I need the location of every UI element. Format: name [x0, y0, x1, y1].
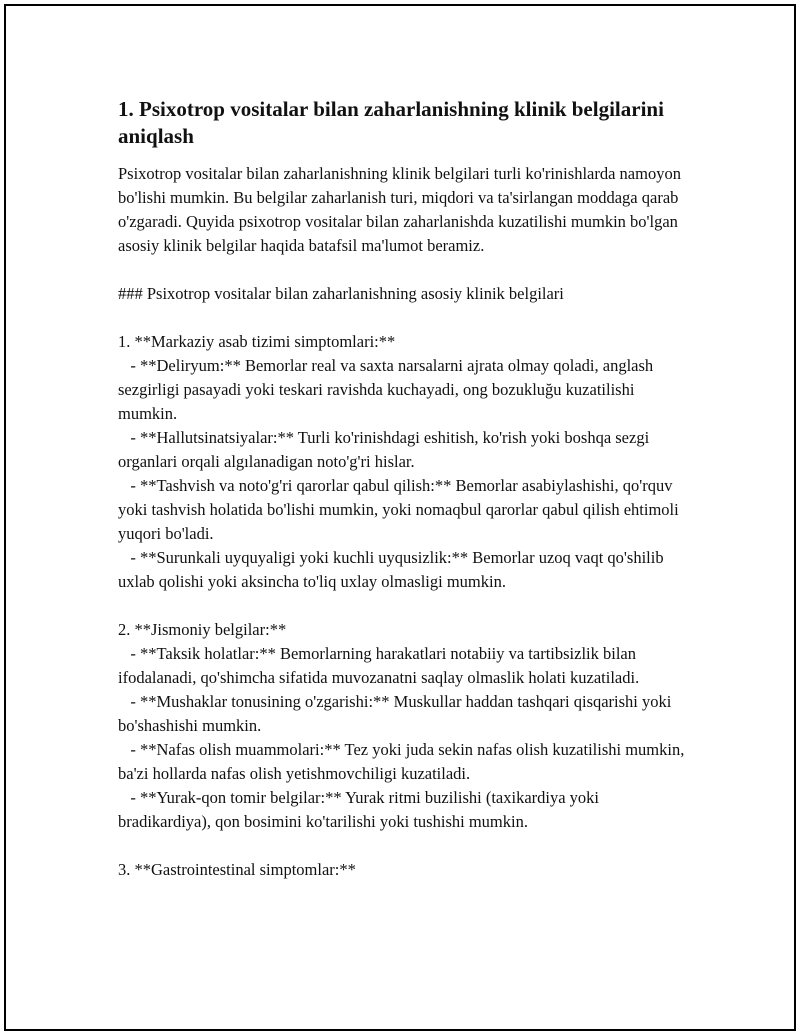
section-gastro	[118, 858, 686, 882]
list-item: - **Nafas olish muammolari:** Tez yoki juda sekin nafas olish kuzatilishi mumkin, ba'zi hollarda nafas olish yetishmovchiligi kuzatiladi.	[118, 740, 685, 783]
list-item: - **Mushaklar tonusining o'zgarishi:** Muskullar haddan tashqari qisqarishi yoki bo'shashishi mumkin.	[118, 692, 672, 735]
subheading: ### Psixotrop vositalar bilan zaharlanishning asosiy klinik belgilari	[118, 284, 564, 303]
document-body	[118, 96, 686, 906]
list-item: - **Taksik holatlar:** Bemorlarning harakatlari notabiiy va tartibsizlik bilan ifodalanadi, qo'shimcha sifatida muvozanatni saqlay olmaslik holati kuzatiladi.	[118, 644, 640, 687]
section-title: 1. **Markaziy asab tizimi simptomlari:**	[118, 332, 396, 351]
list-item: - **Tashvish va noto'g'ri qarorlar qabul qilish:** Bemorlar asabiylashishi, qo'rquv yoki tashvish holatida bo'lishi mumkin, yoki nomaqbul qarorlar qabul qilish ehtimoli yuqori bo'ladi.	[118, 476, 679, 543]
section-title: 2. **Jismoniy belgilar:**	[118, 620, 287, 639]
section-physical	[118, 618, 686, 834]
document-heading: 1. Psixotrop vositalar bilan zaharlanishning klinik belgilarini aniqlash	[118, 97, 664, 148]
list-item: - **Yurak-qon tomir belgilar:** Yurak ritmi buzilishi (taxikardiya yoki bradikardiya), qon bosimini ko'tarilishi yoki tushishi mumkin.	[118, 788, 599, 831]
section-cns	[118, 330, 686, 594]
list-item: - **Deliryum:** Bemorlar real va saxta narsalarni ajrata olmay qoladi, anglash sezgirligi pasayadi yoki teskari ravishda kuchayadi, ong bozukluğu kuzatilishi mumkin.	[118, 356, 654, 423]
list-item: - **Hallutsinatsiyalar:** Turli ko'rinishdagi eshitish, ko'rish yoki boshqa sezgi organlari orqali algılanadigan noto'g'ri hislar.	[118, 428, 650, 471]
intro-paragraph: Psixotrop vositalar bilan zaharlanishning klinik belgilari turli ko'rinishlarda namoyon bo'lishi mumkin. Bu belgilar zaharlanish turi, miqdori va ta'sirlangan moddaga qarab o'zgaradi. Quyida psixotrop vositalar bilan zaharlanishda kuzatilishi mumkin bo'lgan asosiy klinik belgilar haqida batafsil ma'lumot beramiz.	[118, 164, 681, 255]
section-title: 3. **Gastrointestinal simptomlar:**	[118, 860, 356, 879]
list-item: - **Surunkali uyquyaligi yoki kuchli uyqusizlik:** Bemorlar uzoq vaqt qo'shilib uxlab qolishi yoki aksincha to'liq uxlay olmasligi mumkin.	[118, 548, 664, 591]
